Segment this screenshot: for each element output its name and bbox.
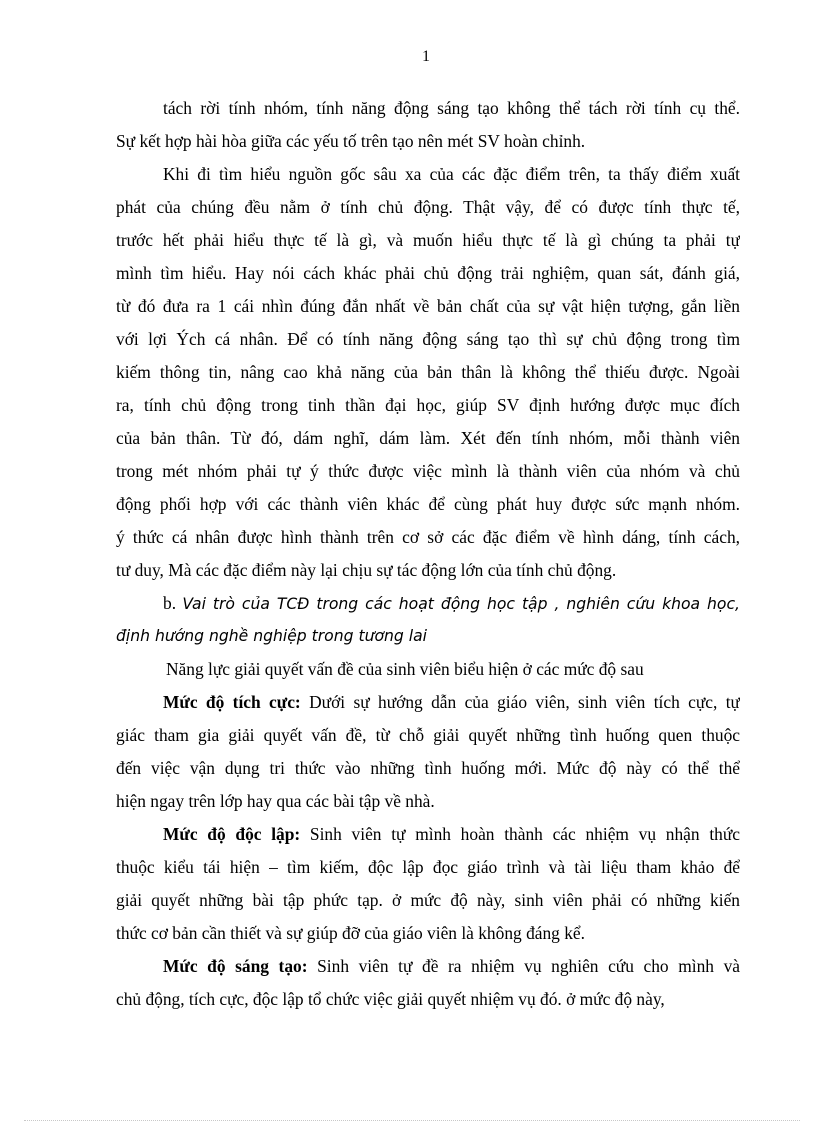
- section-marker: b.: [163, 593, 183, 613]
- text-line: trong mét nhóm phải tự ý thức được việc mình là thành viên của nhóm và chủ: [116, 461, 740, 481]
- level-description: Dưới sự hướng dẫn của giáo viên, sinh viên tích cực, tự: [300, 692, 740, 712]
- text-line: [116, 686, 740, 719]
- text-line: ra, tính chủ động trong tinh thần đại học, giúp SV định hướng được mục đích: [116, 395, 740, 415]
- text-line: phát của chúng đều nằm ở tính chủ động. Thật vậy, để có được tính thực tế,: [116, 197, 740, 217]
- level-label: Mức độ độc lập:: [163, 824, 301, 844]
- level-label: Mức độ tích cực:: [163, 692, 301, 712]
- text-line: động phối hợp với các thành viên khác để cùng phát huy được sức mạnh nhóm.: [116, 494, 740, 514]
- text-line: tư duy, Mà các đặc điểm này lại chịu sự tác động lớn của tính chủ động.: [116, 560, 617, 580]
- level-label: Mức độ sáng tạo:: [163, 956, 308, 976]
- text-line: của bản thân. Từ đó, dám nghĩ, dám làm. Xét đến tính nhóm, mỗi thành viên: [116, 428, 740, 448]
- section-title: Vai trò của TCĐ trong các hoạt động học tập , nghiên cứu khoa học,: [182, 595, 740, 613]
- text-line: tách rời tính nhóm, tính năng động sáng tạo không thể tách rời tính cụ thể.: [163, 98, 740, 118]
- text-line: Năng lực giải quyết vấn đề của sinh viên biểu hiện ở các mức độ sau: [166, 659, 644, 679]
- section-title-continued: định hướng nghề nghiệp trong tương lai: [116, 627, 427, 645]
- page-footer-rule: [24, 1120, 800, 1121]
- text-line: mình tìm hiểu. Hay nói cách khác phải chủ động trải nghiệm, quan sát, đánh giá,: [116, 263, 740, 283]
- text-line: [116, 950, 740, 983]
- text-line: giác tham gia giải quyết vấn đề, từ chỗ giải quyết những tình huống quen thuộc: [116, 725, 740, 745]
- level-description: Sinh viên tự đề ra nhiệm vụ nghiên cứu cho mình và: [307, 956, 740, 976]
- text-line: Sự kết hợp hài hòa giữa các yếu tố trên tạo nên mét SV hoàn chỉnh.: [116, 131, 586, 151]
- text-line: chủ động, tích cực, độc lập tổ chức việc giải quyết nhiệm vụ đó. ở mức độ này,: [116, 989, 665, 1009]
- page-number: 1: [422, 48, 430, 65]
- text-line: trước hết phải hiểu thực tế là gì, và muốn hiểu thực tế là gì chúng ta phải tự: [116, 230, 740, 250]
- text-line: giải quyết những bài tập phức tạp. ở mức độ này, sinh viên phải có những kiến: [116, 890, 740, 910]
- text-line: thức cơ bản cần thiết và sự giúp đỡ của giáo viên là không đáng kể.: [116, 923, 585, 943]
- text-line: với lợi Ých cá nhân. Để có tính năng động sáng tạo thì sự chủ động trong tìm: [116, 329, 740, 349]
- text-line: [116, 818, 740, 851]
- text-line: hiện ngay trên lớp hay qua các bài tập về nhà.: [116, 791, 435, 811]
- text-line: thuộc kiểu tái hiện – tìm kiếm, độc lập đọc giáo trình và tài liệu tham khảo để: [116, 857, 740, 877]
- text-line: đến việc vận dụng tri thức vào những tình huống mới. Mức độ này có thể thể: [116, 758, 740, 778]
- text-line: ý thức cá nhân được hình thành trên cơ sở các đặc điểm về hình dáng, tính cách,: [116, 527, 740, 547]
- level-description: Sinh viên tự mình hoàn thành các nhiệm vụ nhận thức: [300, 824, 740, 844]
- text-line: từ đó đưa ra 1 cái nhìn đúng đắn nhất về bản chất của sự vật hiện tượng, gắn liền: [116, 296, 740, 316]
- section-heading: [116, 587, 740, 620]
- text-line: Khi đi tìm hiểu nguồn gốc sâu xa của các đặc điểm trên, ta thấy điểm xuất: [163, 164, 740, 184]
- text-line: kiếm thông tin, nâng cao khả năng của bản thân là không thể thiếu được. Ngoài: [116, 362, 740, 382]
- body-text: [116, 92, 740, 1016]
